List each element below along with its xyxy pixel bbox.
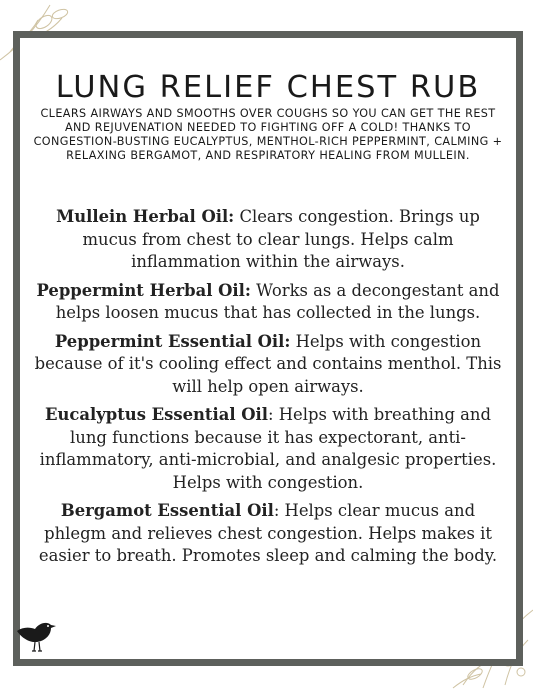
bird-icon (15, 617, 57, 655)
ingredient-name: Bergamot Essential Oil (60, 501, 274, 520)
ingredient-name: Eucalyptus Essential Oil (44, 405, 269, 424)
document-frame (13, 31, 523, 666)
ingredient-description: Works as a decongestant and helps loosen mucus that has collected in the lungs. (55, 280, 500, 322)
page-title: LUNG RELIEF CHEST RUB (55, 70, 481, 105)
page-subtitle: CLEARS AIRWAYS AND SMOOTHS OVER COUGHS SO YOU CAN GET THE REST AND REJUVENATION NEEDED TO FIGHTING OFF A COLD! THANKS TO CONGESTION-BUSTING EUCALYPTUS, MENTHOL-RICH PEPPERMINT, CALMING + RELAXING BERGAMOT, AND RESPIRATORY HEALING FROM MULLEIN. (33, 107, 503, 162)
ingredient-item (32, 500, 504, 568)
ingredient-item (32, 404, 504, 494)
ingredient-item (32, 331, 504, 399)
ingredient-item (32, 206, 504, 274)
ingredient-list (32, 206, 504, 574)
ingredient-description: Helps with congestion because of it's cooling effect and contains menthol. This will help open airways. (34, 331, 502, 396)
ingredient-item (32, 280, 504, 325)
ingredient-name: Mullein Herbal Oil: (56, 207, 235, 226)
ingredient-description: : Helps with breathing and lung functions because it has expectorant, anti-inflammatory, anti-microbial, and analgesic properties. Helps with congestion. (39, 405, 497, 492)
ingredient-description: : Helps clear mucus and phlegm and relieves chest congestion. Helps makes it easier to breath. Promotes sleep and calming the body. (38, 501, 498, 565)
ingredient-name: Peppermint Essential Oil: (54, 331, 291, 351)
ingredient-description: Clears congestion. Brings up mucus from chest to clear lungs. Helps calm inflammation within the airways. (82, 207, 480, 271)
ingredient-name: Peppermint Herbal Oil: (36, 280, 251, 300)
